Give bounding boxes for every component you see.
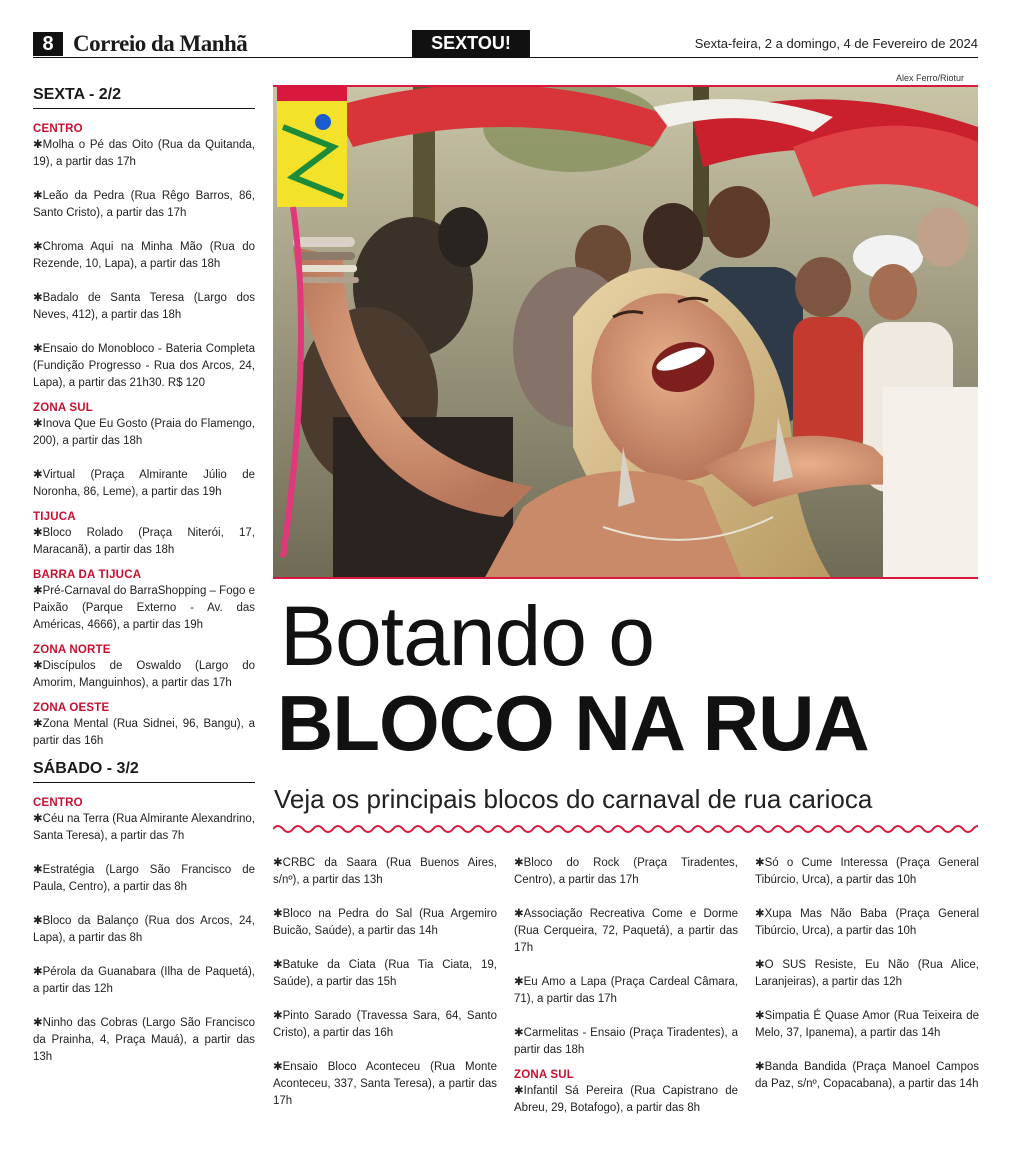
listing-column-1 [273,855,497,1127]
list-item: ✱Discípulos de Oswaldo (Largo do Amorim, Manguinhos), a partir das 17h [33,660,255,689]
list-item: ✱Pré-Carnaval do BarraShopping – Fogo e Paixão (Parque Externo - Av. das Américas, 4666), a partir das 19h [33,585,255,631]
carnival-photo[interactable] [273,85,978,579]
list-item: ✱Inova Que Eu Gosto (Praia do Flamengo, 200), a partir das 18h [33,418,255,447]
region-label: ZONA SUL [514,1069,574,1081]
listing-column-2 [514,855,738,1134]
list-item: ✱Infantil Sá Pereira (Rua Capistrano de Abreu, 29, Botafogo), a partir das 8h [514,1085,738,1114]
left-column-listings [33,86,255,1083]
wavy-divider [273,822,978,836]
list-item: ✱Céu na Terra (Rua Almirante Alexandrino, Santa Teresa), a partir das 7h [33,813,255,842]
list-item: ✱Eu Amo a Lapa (Praça Cardeal Câmara, 71), a partir das 17h [514,976,738,1005]
friday-title: SEXTA - 2/2 [33,86,255,109]
list-item: ✱Pinto Sarado (Travessa Sara, 64, Santo Cristo), a partir das 16h [273,1010,497,1039]
list-item: ✱Ensaio Bloco Aconteceu (Rua Monte Aconteceu, 337, Santa Teresa), a partir das 17h [273,1061,497,1107]
list-item: ✱Estratégia (Largo São Francisco de Paula, Centro), a partir das 8h [33,864,255,893]
subheadline: Veja os principais blocos do carnaval de rua carioca [274,784,873,814]
list-item: ✱Só o Cume Interessa (Praça General Tibúrcio, Urca), a partir das 10h [755,857,979,886]
region-label: BARRA DA TIJUCA [33,569,142,581]
photo-credit: Alex Ferro/Riotur [896,73,965,83]
page-header [33,30,978,58]
region-label: TIJUCA [33,511,76,523]
list-item: ✱Ensaio do Monobloco - Bateria Completa (Fundição Progresso - Rua dos Arcos, 24, Lapa), a partir das 21h30. R$ 120 [33,343,255,389]
headline-line-1: Botando o [280,589,655,683]
newspaper-masthead[interactable]: Correio da Manhã [73,31,248,56]
section-tag[interactable]: SEXTOU! [412,30,530,57]
page-number: 8 [33,32,63,56]
list-item: ✱Bloco Rolado (Praça Niterói, 17, Maracanã), a partir das 18h [33,527,255,556]
list-item: ✱Molha o Pé das Oito (Rua da Quitanda, 19), a partir das 17h [33,139,255,168]
listing-column-3 [755,855,979,1110]
region-label: ZONA SUL [33,402,93,414]
list-item: ✱Leão da Pedra (Rua Rêgo Barros, 86, Santo Cristo), a partir das 17h [33,190,255,219]
carnival-photo-illustration [273,87,978,579]
headline-line-2: BLOCO NA RUA [277,679,869,767]
list-item: ✱Pérola da Guanabara (Ilha de Paquetá), a partir das 12h [33,966,255,995]
region-label: ZONA OESTE [33,702,110,714]
list-item: ✱Simpatia É Quase Amor (Rua Teixeira de Melo, 37, Ipanema), a partir das 14h [755,1010,979,1039]
list-item: ✱Badalo de Santa Teresa (Largo dos Neves, 412), a partir das 18h [33,292,255,321]
list-item: ✱Bloco do Rock (Praça Tiradentes, Centro), a partir das 17h [514,857,738,886]
list-item: ✱Bloco da Balanço (Rua dos Arcos, 24, Lapa), a partir das 8h [33,915,255,944]
region-label: ZONA NORTE [33,644,111,656]
list-item: ✱Associação Recreativa Come e Dorme (Rua Cerqueira, 72, Paquetá), a partir das 17h [514,908,738,954]
edition-date: Sexta-feira, 2 a domingo, 4 de Fevereiro de 2024 [694,36,978,51]
list-item: ✱Xupa Mas Não Baba (Praça General Tibúrcio, Urca), a partir das 10h [755,908,979,937]
list-item: ✱Batuke da Ciata (Rua Tia Ciata, 19, Saúde), a partir das 15h [273,959,497,988]
list-item: ✱CRBC da Saara (Rua Buenos Aires, s/nº), a partir das 13h [273,857,497,886]
list-item: ✱Bloco na Pedra do Sal (Rua Argemiro Buicão, Saúde), a partir das 14h [273,908,497,937]
list-item: ✱Banda Bandida (Praça Manoel Campos da Paz, s/nº, Copacabana), a partir das 14h [755,1061,979,1090]
list-item: ✱Ninho das Cobras (Largo São Francisco da Prainha, 4, Praça Mauá), a partir das 13h [33,1017,255,1063]
list-item: ✱Zona Mental (Rua Sidnei, 96, Bangu), a partir das 16h [33,718,255,747]
list-item: ✱Carmelitas - Ensaio (Praça Tiradentes), a partir das 18h [514,1027,738,1056]
saturday-title: SÁBADO - 3/2 [33,760,255,783]
list-item: ✱O SUS Resiste, Eu Não (Rua Alice, Laranjeiras), a partir das 12h [755,959,979,988]
list-item: ✱Chroma Aqui na Minha Mão (Rua do Rezende, 10, Lapa), a partir das 18h [33,241,255,270]
list-item: ✱Virtual (Praça Almirante Júlio de Noronha, 86, Leme), a partir das 19h [33,469,255,498]
region-label: CENTRO [33,123,83,135]
region-label: CENTRO [33,797,83,809]
